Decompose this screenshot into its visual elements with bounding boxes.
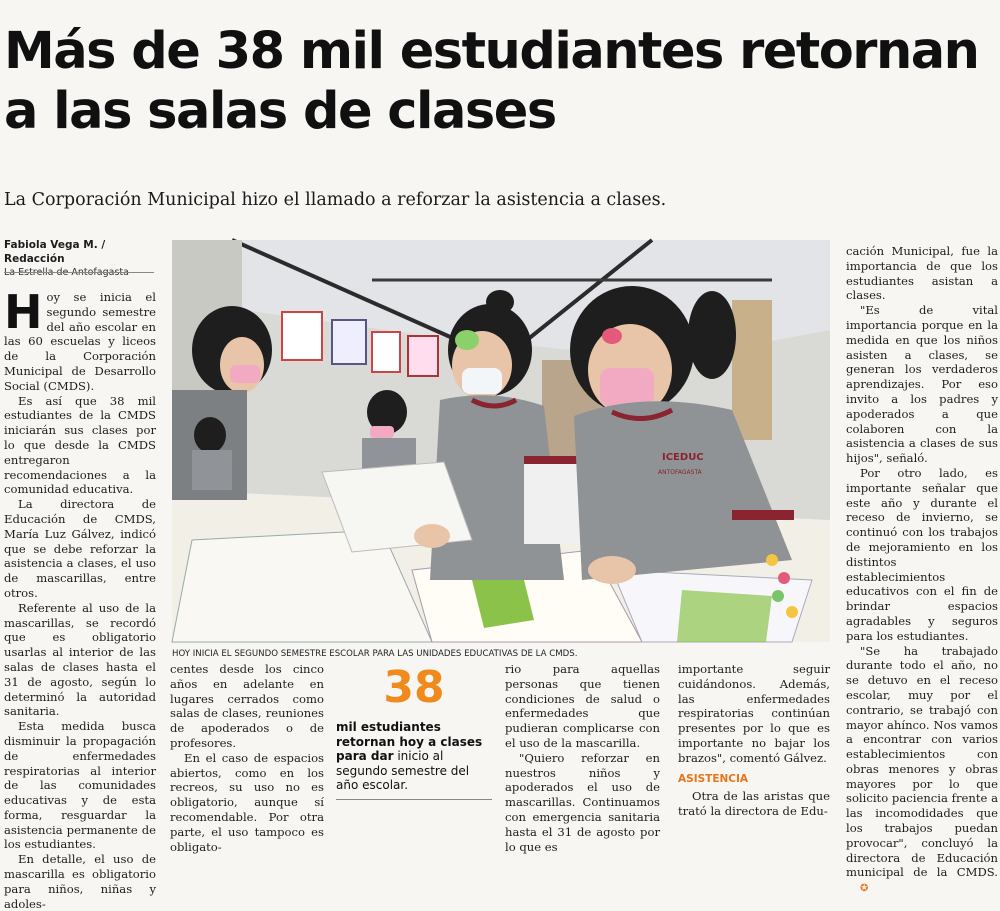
body-column-5 bbox=[846, 244, 998, 895]
byline-author: Fabiola Vega M. / Redacción bbox=[4, 239, 106, 265]
dropcap: H bbox=[4, 285, 43, 339]
section-subhead: ASISTENCIA bbox=[678, 772, 749, 785]
fact-text-regular: inicio al segundo semestre del año escolar. bbox=[336, 749, 470, 792]
body-column-4 bbox=[678, 662, 830, 859]
fact-divider bbox=[336, 799, 492, 800]
paragraph: rio para aquellas personas que tienen condiciones de salud o enfermedades que pudieran complicarse con el uso de la mascarilla. bbox=[505, 662, 660, 750]
paragraph: importante seguir cuidándonos. Además, las enfermedades respiratorias continúan presentes por lo que es importante no bajar los brazos", comentó Gálvez. bbox=[678, 662, 830, 765]
paragraph: Hoy se inicia el segundo semestre del año escolar en las 60 escuelas y liceos de la Corporación Municipal de Desarrollo Social (CMDS). bbox=[4, 285, 156, 393]
fact-text-bold: mil estudiantes retornan hoy a clases para dar bbox=[336, 720, 483, 763]
end-mark-icon: ✪ bbox=[860, 883, 869, 895]
paragraph: En detalle, el uso de mascarilla es obligatorio para niños, niñas y adoles- bbox=[4, 852, 156, 911]
photo-caption: HOY INICIA EL SEGUNDO SEMESTRE ESCOLAR PARA LAS UNIDADES EDUCATIVAS DE LA CMDS. bbox=[172, 649, 578, 659]
paragraph: En el caso de espacios abiertos, como en los recreos, su uso no es obligatorio, aunque sí recomendable. Por otra parte, el uso tampoco es obligato- bbox=[170, 750, 324, 854]
paragraph: Es así que 38 mil estudiantes de la CMDS iniciarán sus clases por lo que desde la CMDS entregaron recomendaciones a la comunidad educativa. bbox=[4, 393, 156, 497]
body-column-3 bbox=[505, 662, 660, 859]
paragraph: La directora de Educación de CMDS, María Luz Gálvez, indicó que se debe reforzar la asistencia a clases, el uso de mascarillas, entre otros. bbox=[4, 497, 156, 600]
paragraph: cación Municipal, fue la importancia de que los estudiantes asistan a clases. bbox=[846, 244, 998, 303]
paragraph: Otra de las aristas que trató la directora de Edu- bbox=[678, 789, 830, 819]
paragraph: "Se ha trabajado durante todo el año, no se detuvo en el receso escolar, muy por el contrario, se trabajó con mayor ahínco. Nos vamos a encontrar con varios establecimientos con obras menores y obras mayores por lo que solicito paciencia frente a las incomodidades que los trabajos puedan provocar", concluyó la directora de Educación municipal de la CMDS. ✪ bbox=[846, 644, 998, 898]
paragraph: centes desde los cinco años en adelante en lugares cerrados como salas de clases, reuniones de apoderados o de profesores. bbox=[170, 662, 324, 750]
shirt-logo-subtext: ANTOFAGASTA bbox=[658, 469, 702, 476]
fact-number: 38 bbox=[383, 662, 445, 713]
deck-subtitle: La Corporación Municipal hizo el llamado a reforzar la asistencia a clases. bbox=[4, 190, 667, 210]
paragraph: Esta medida busca disminuir la propagación de enfermedades respiratorias al interior de las comunidades educativas y de esta forma, resguardar la asistencia permanente de los estudiantes. bbox=[4, 719, 156, 852]
shirt-logo-text: ICEDUC bbox=[662, 452, 704, 463]
body-column-2 bbox=[170, 662, 324, 859]
paragraph: Referente al uso de la mascarillas, se recordó que es obligatorio usarlas al interior de las salas de clases hasta el 31 de agosto, según lo determinó la autoridad sanitaria. bbox=[4, 600, 156, 719]
fact-text bbox=[336, 720, 492, 793]
headline: Más de 38 mil estudiantes retornan a las salas de clases bbox=[4, 22, 979, 141]
photo-illustration bbox=[172, 240, 830, 642]
paragraph: "Es de vital importancia porque en la medida en que los niños asisten a clases, se generan los verdaderos aprendizajes. Por eso invito a los padres y apoderados a que colaboren con la asistencia a clases de sus hijos", señaló. bbox=[846, 303, 998, 466]
paragraph: "Quiero reforzar en nuestros niños y apoderados el uso de mascarillas. Continuamos con emergencia sanitaria hasta el 31 de agosto por lo que es bbox=[505, 750, 660, 854]
body-column-1 bbox=[4, 285, 156, 911]
fact-box bbox=[336, 662, 492, 859]
news-photo bbox=[172, 240, 830, 642]
paragraph: Por otro lado, es importante señalar que este año y durante el receso de invierno, se continuó con los trabajos de mejoramiento en los distintos establecimientos educativos con el fin de brindar espacios agradables y seguros para los estudiantes. bbox=[846, 465, 998, 643]
byline-divider bbox=[4, 272, 154, 273]
